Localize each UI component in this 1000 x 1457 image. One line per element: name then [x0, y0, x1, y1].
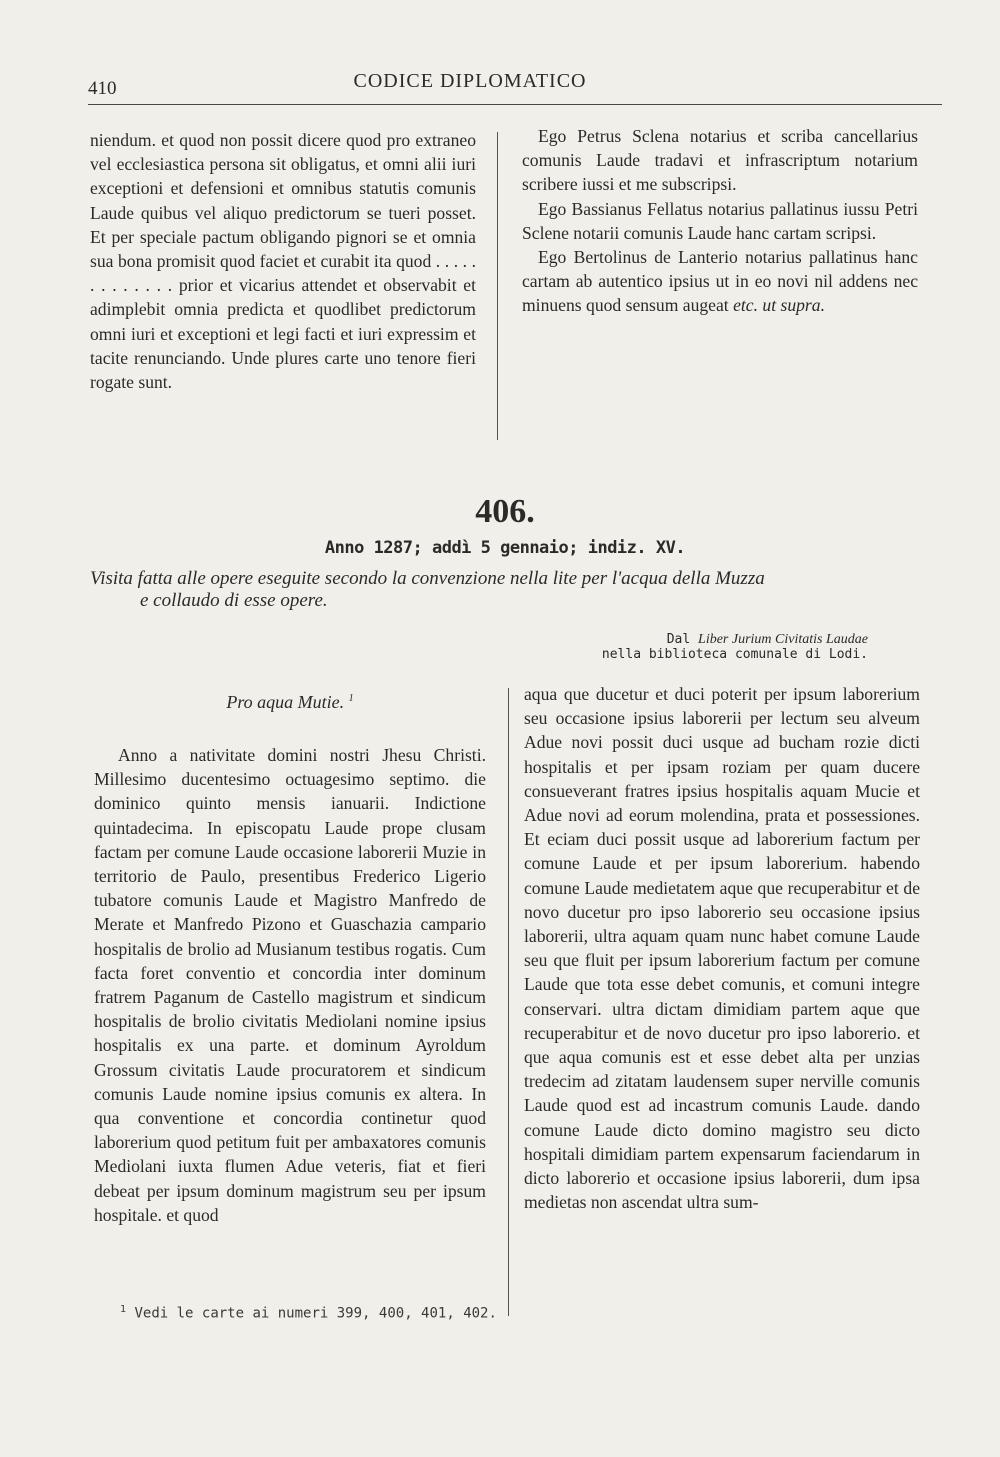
- document-date: Anno 1287; addì 5 gennaio; indiz. XV.: [324, 538, 686, 558]
- right-column-main: [524, 682, 920, 1214]
- right-main-paragraph: aqua que ducetur et duci poterit per ipsum laborerium seu occasione ipsius laborerii per lectum seu alveum Adue novi possit duci usque ad bucham rozie dicti hospitalis et per ipsam roziam per quam ducere consueverant fratres ipsius hospitalis aquam Mucie et Adue novi ad eorum molendina, prata et possessiones. Et eciam duci possit usque ad laborerium factum per comune Laude et per ipsum laborerium. habendo comune Laude medietatem aque que recuperabitur et de novo ducetur pro ipso laborerio seu occasione ipsius laborerii, ultra aquam quam nunc habet comune Laude seu que fluit per ipsum laborerium factum per comune Laude que tota esse debet comunis, et comuni integre conservari. ultra dictam dimidiam partem aque que recuperabitur et de novo ducetur pro ipso laborerio. et que aqua comunis est et esse debet alta per unzias tredecim ad zitatam laudensem super nerville comunis Laude quod est ad incastrum comunis Laude. dando comune Laude dicto domino magistro seu dicto hospitali dimidiam partem expensarum faciendarum in dicto laborerio et occasione ipsius laborerii, dum ipsa medietas non ascendat ultra sum-: [524, 684, 920, 1213]
- footnote-marker: 1: [120, 1304, 127, 1315]
- notary-subscription-1: Ego Petrus Sclena notarius et scriba cancellarius comunis Laude tradavi et infrascriptum notarium scribere iussi et me subscripsi.: [522, 126, 918, 195]
- section-heading-text: Pro aqua Mutie.: [226, 692, 345, 712]
- header-rule: [88, 104, 942, 105]
- document-subject: [90, 568, 930, 612]
- document-number: 406.: [475, 493, 535, 530]
- footnote-text: Vedi le carte ai numeri 399, 400, 401, 402.: [134, 1305, 497, 1322]
- notary-subscription-3: [522, 245, 918, 318]
- left-column-top: [90, 128, 476, 394]
- left-main-paragraph: Anno a nativitate domini nostri Jhesu Christi. Millesimo ducentesimo octuagesimo septimo. die dominico quinto mensis ianuarii. Indictione quintadecima. In episcopatu Laude prope clusam factam per comune Laude occasione laborerii Muzie in territorio de Paulo, presentibus Frederico Ligerio tubatore comunis Laude et Magistro Manfredo de Merate et Manfredo Pizono et Guaschazia campario hospitalis de brolio ad Musianum testibus rogatis. Cum facta foret conventio et concordia inter dominum fratrem Paganum de Castello magistrum et sindicum hospitalis de brolio civitatis Mediolani nomine ipsius hospitalis ex una parte. et dominum Ayroldum Grossum civitatis Laude procuratorem et sindicum comunis Laude nomine ipsius comunis ex altera. In qua conventione et concordia continetur quod laborerium quod petitum fuit per ambaxatores comunis Mediolani iuxta flumen Adue veteris, fiat et fieri debeat per ipsum dominum magistrum seu per ipsum hospitale. et quod: [94, 745, 486, 1225]
- notary-subscription-3-text: Ego Bertolinus de Lanterio notarius pallatinus hanc cartam ab autentico ipsius ut in eo novi nil addens nec minuens quod sensum augeat: [522, 247, 918, 316]
- notary-subscription-3-italic: etc. ut supra.: [733, 295, 825, 316]
- subject-line-1: Visita fatta alle opere eseguite secondo la convenzione nella lite per l'acqua della Muzza: [90, 568, 765, 589]
- source-title: Liber Jurium Civitatis Laudae: [698, 632, 868, 647]
- column-divider-top: [497, 132, 498, 440]
- running-title: CODICE DIPLOMATICO: [353, 70, 587, 92]
- source-prefix: Dal: [666, 632, 699, 647]
- right-column-top: [522, 124, 918, 318]
- notary-subscription-2: Ego Bassianus Fellatus notarius pallatinus iussu Petri Sclene notarii comunis Laude hanc cartam scripsi.: [522, 198, 918, 243]
- column-divider-main: [508, 688, 509, 1316]
- footnote-reference: 1: [348, 693, 354, 704]
- section-heading: [90, 692, 490, 713]
- left-column-main: [94, 743, 486, 1227]
- page-number: 410: [88, 78, 117, 99]
- left-top-paragraph: niendum. et quod non possit dicere quod pro extraneo vel ecclesiastica persona sit obligatus, et omni alii iuri exceptioni et defensioni et omnibus statutis comunis Laude quibus vel aliquo predictorum se tueri posset. Et per speciale pactum obligando pignori se et omnia sua bona promisit quod faciet et curabit ita quod . . . . . . . . . . . . . prior et vicarius attendet et observabit et adimplebit omnia predicta et quodlibet predictorum omni iuri et exceptioni et legi facti et iuri expressim et tacite renunciando. Unde plures carte uno tenore fieri rogate sunt.: [90, 130, 476, 393]
- source-location: nella biblioteca comunale di Lodi.: [601, 647, 868, 662]
- source-note: [560, 632, 868, 662]
- footnote: [120, 1304, 497, 1322]
- subject-line-2: e collaudo di esse opere.: [140, 590, 328, 611]
